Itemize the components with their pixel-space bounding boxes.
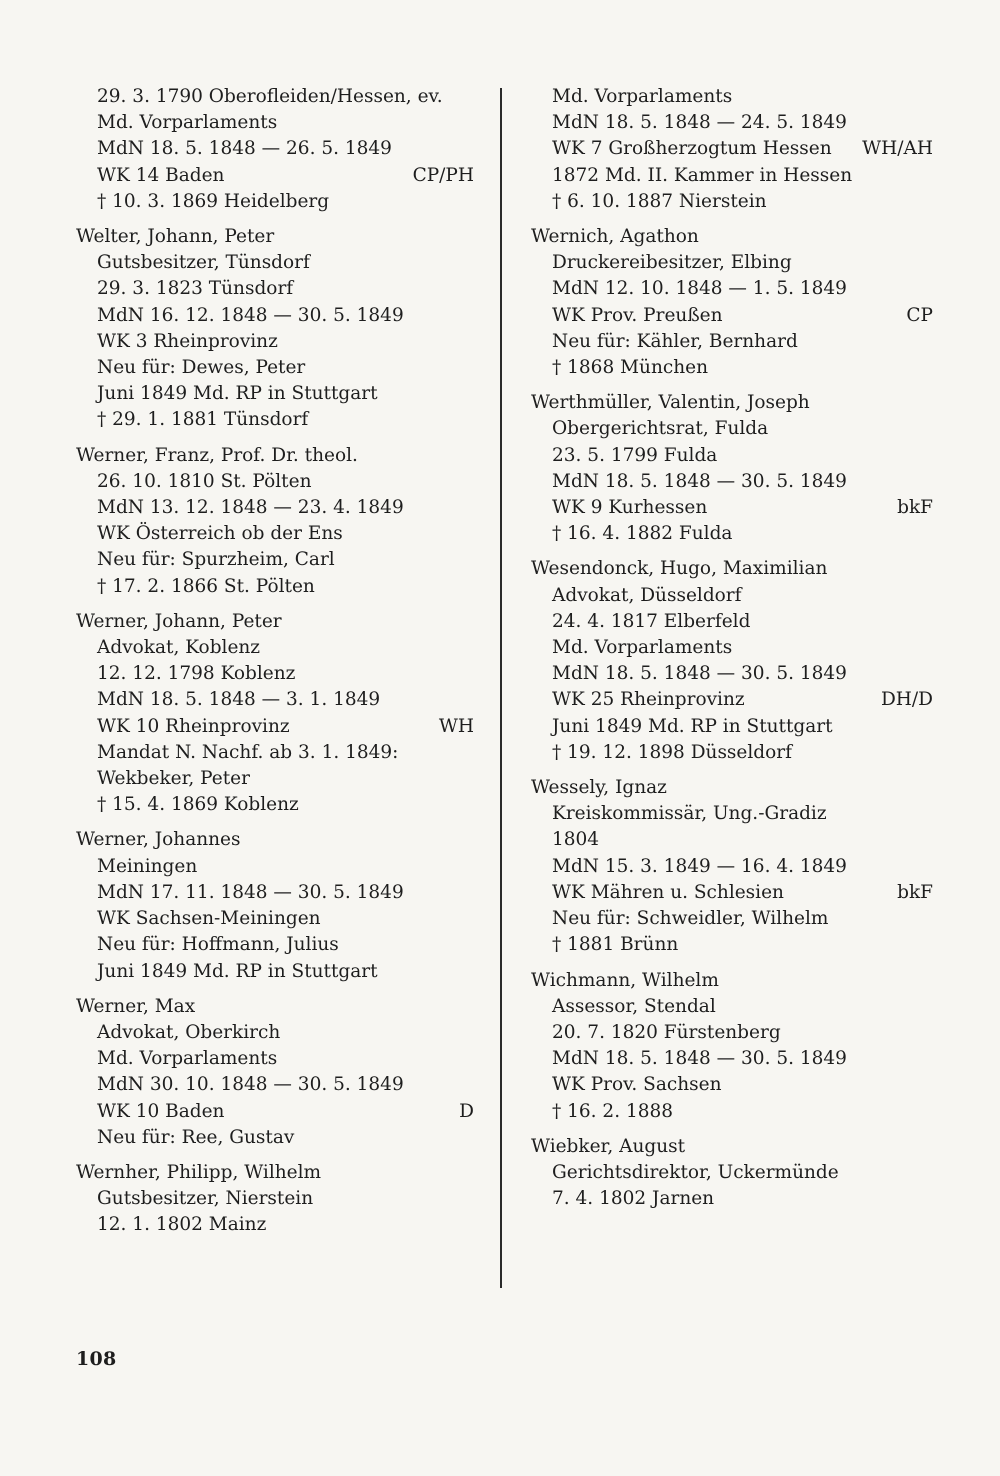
entry-text: Gutsbesitzer, Tünsdorf bbox=[97, 252, 310, 274]
entry-text: † 17. 2. 1866 St. Pölten bbox=[97, 575, 315, 597]
entry-text: † 10. 3. 1869 Heidelberg bbox=[97, 190, 330, 212]
entry-text: MdN 18. 5. 1848 — 26. 5. 1849 bbox=[97, 138, 392, 160]
entry-line bbox=[531, 906, 933, 932]
entry-text: WK 3 Rheinprovinz bbox=[97, 330, 278, 352]
entry-text: MdN 13. 12. 1848 — 23. 4. 1849 bbox=[97, 497, 404, 519]
entry-text: WK Mähren u. Schlesien bbox=[552, 881, 784, 903]
entry-line bbox=[531, 994, 933, 1020]
entry-text: Md. Vorparlaments bbox=[97, 112, 278, 134]
biographical-entry bbox=[76, 443, 474, 600]
entry-text: WK 10 Rheinprovinz bbox=[97, 715, 290, 737]
entry-line bbox=[76, 574, 474, 600]
biographical-entry bbox=[76, 994, 474, 1151]
party-affiliation: DH/D bbox=[880, 689, 933, 711]
entry-line bbox=[76, 959, 474, 985]
entry-line bbox=[531, 276, 933, 302]
entry-text: Wichmann, Wilhelm bbox=[531, 969, 719, 991]
entry-line bbox=[531, 303, 933, 329]
entry-line bbox=[531, 355, 933, 381]
party-affiliation: WH bbox=[438, 715, 474, 737]
entry-text: Wesendonck, Hugo, Maximilian bbox=[531, 558, 828, 580]
entry-line bbox=[76, 547, 474, 573]
entry-text: Wernich, Agathon bbox=[531, 226, 699, 248]
entry-line bbox=[531, 495, 933, 521]
entry-line bbox=[531, 740, 933, 766]
entry-line bbox=[76, 932, 474, 958]
entry-text: 20. 7. 1820 Fürstenberg bbox=[552, 1021, 781, 1043]
entry-text: 1804 bbox=[552, 829, 600, 851]
entry-text: WK 14 Baden bbox=[97, 164, 225, 186]
entry-line bbox=[531, 661, 933, 687]
entry-continuation bbox=[531, 84, 933, 215]
entry-text: Wernher, Philipp, Wilhelm bbox=[76, 1161, 322, 1183]
entry-text: 23. 5. 1799 Fulda bbox=[552, 444, 718, 466]
entry-line bbox=[531, 1186, 933, 1212]
entry-line bbox=[531, 932, 933, 958]
entry-text: Welter, Johann, Peter bbox=[76, 226, 275, 248]
entry-line bbox=[531, 687, 933, 713]
entry-name bbox=[76, 609, 474, 635]
entry-line bbox=[531, 583, 933, 609]
entry-line bbox=[531, 469, 933, 495]
entry-text: † 16. 4. 1882 Fulda bbox=[552, 523, 733, 545]
entry-text: Meiningen bbox=[97, 855, 198, 877]
entry-line bbox=[76, 766, 474, 792]
entry-line bbox=[531, 609, 933, 635]
entry-line bbox=[531, 635, 933, 661]
entry-text: MdN 17. 11. 1848 — 30. 5. 1849 bbox=[97, 881, 404, 903]
entry-line bbox=[531, 1072, 933, 1098]
entry-text: Mandat N. Nachf. ab 3. 1. 1849: bbox=[97, 741, 399, 763]
entry-name bbox=[531, 775, 933, 801]
biographical-entry bbox=[531, 390, 933, 547]
entry-text: WK Prov. Sachsen bbox=[552, 1074, 722, 1096]
left-column bbox=[76, 84, 474, 1248]
entry-text: WK Prov. Preußen bbox=[552, 304, 723, 326]
entry-text: Kreiskommissär, Ung.-Gradiz bbox=[552, 803, 827, 825]
entry-line bbox=[76, 381, 474, 407]
entry-text: Neu für: Kähler, Bernhard bbox=[552, 330, 798, 352]
entry-line bbox=[76, 661, 474, 687]
biographical-entry bbox=[531, 968, 933, 1125]
entry-line bbox=[531, 136, 933, 162]
entry-text: Wekbeker, Peter bbox=[97, 768, 250, 790]
party-affiliation: CP bbox=[906, 304, 933, 326]
entry-name bbox=[76, 827, 474, 853]
entry-line bbox=[76, 792, 474, 818]
entry-line bbox=[76, 854, 474, 880]
entry-line bbox=[531, 250, 933, 276]
entry-text: WK 25 Rheinprovinz bbox=[552, 689, 745, 711]
biographical-entry bbox=[76, 827, 474, 984]
entry-line bbox=[531, 1160, 933, 1186]
entry-line bbox=[531, 416, 933, 442]
entry-line bbox=[531, 801, 933, 827]
entry-text: Wiebker, August bbox=[531, 1135, 686, 1157]
entry-line bbox=[531, 714, 933, 740]
entry-text: 29. 3. 1823 Tünsdorf bbox=[97, 278, 294, 300]
entry-line bbox=[76, 163, 474, 189]
entry-line bbox=[76, 469, 474, 495]
entry-text: † 1881 Brünn bbox=[552, 934, 679, 956]
entry-line bbox=[76, 714, 474, 740]
right-column bbox=[531, 84, 933, 1221]
entry-line bbox=[76, 1072, 474, 1098]
entry-text: Neu für: Spurzheim, Carl bbox=[97, 549, 335, 571]
entry-line bbox=[76, 303, 474, 329]
entry-text: 12. 12. 1798 Koblenz bbox=[97, 663, 296, 685]
entry-text: † 16. 2. 1888 bbox=[552, 1100, 674, 1122]
entry-text: Wessely, Ignaz bbox=[531, 777, 667, 799]
entry-text: MdN 18. 5. 1848 — 30. 5. 1849 bbox=[552, 663, 847, 685]
entry-text: 1872 Md. II. Kammer in Hessen bbox=[552, 164, 853, 186]
entry-name bbox=[76, 1160, 474, 1186]
entry-text: WK 10 Baden bbox=[97, 1100, 225, 1122]
entry-text: MdN 12. 10. 1848 — 1. 5. 1849 bbox=[552, 278, 847, 300]
biographical-entry bbox=[76, 224, 474, 434]
party-affiliation: WH/AH bbox=[862, 138, 933, 160]
entry-line bbox=[531, 854, 933, 880]
entry-text: Advokat, Oberkirch bbox=[97, 1021, 281, 1043]
entry-line bbox=[531, 827, 933, 853]
entry-text: WK Sachsen-Meiningen bbox=[97, 908, 321, 930]
entry-line bbox=[531, 443, 933, 469]
entry-name bbox=[76, 443, 474, 469]
entry-line bbox=[531, 1020, 933, 1046]
entry-line bbox=[76, 521, 474, 547]
entry-text: MdN 18. 5. 1848 — 24. 5. 1849 bbox=[552, 112, 847, 134]
entry-text: Juni 1849 Md. RP in Stuttgart bbox=[552, 715, 833, 737]
party-affiliation: bkF bbox=[897, 497, 933, 519]
entry-line bbox=[76, 1212, 474, 1238]
entry-name bbox=[76, 224, 474, 250]
entry-text: † 29. 1. 1881 Tünsdorf bbox=[97, 409, 309, 431]
entry-line bbox=[76, 740, 474, 766]
entry-line bbox=[76, 1020, 474, 1046]
party-affiliation: bkF bbox=[897, 881, 933, 903]
entry-line bbox=[531, 880, 933, 906]
biographical-entry bbox=[531, 224, 933, 381]
entry-line bbox=[76, 635, 474, 661]
entry-line bbox=[76, 329, 474, 355]
entry-line bbox=[76, 84, 474, 110]
entry-line bbox=[76, 355, 474, 381]
entry-line bbox=[531, 1046, 933, 1072]
entry-text: Werner, Johann, Peter bbox=[76, 610, 282, 632]
entry-line bbox=[531, 84, 933, 110]
entry-line bbox=[76, 1125, 474, 1151]
entry-text: 29. 3. 1790 Oberofleiden/Hessen, ev. bbox=[97, 86, 443, 107]
entry-text: MdN 18. 5. 1848 — 30. 5. 1849 bbox=[552, 470, 847, 492]
entry-line bbox=[76, 880, 474, 906]
entry-text: WK 7 Großherzogtum Hessen bbox=[552, 138, 832, 160]
entry-line bbox=[531, 163, 933, 189]
entry-name bbox=[531, 390, 933, 416]
entry-text: Werthmüller, Valentin, Joseph bbox=[531, 392, 810, 414]
column-divider bbox=[500, 88, 502, 1288]
entry-text: Neu für: Dewes, Peter bbox=[97, 357, 306, 379]
party-affiliation: D bbox=[459, 1100, 474, 1122]
entry-text: MdN 18. 5. 1848 — 3. 1. 1849 bbox=[97, 689, 381, 711]
entry-name bbox=[76, 994, 474, 1020]
entry-line bbox=[531, 1099, 933, 1125]
entry-text: Neu für: Hoffmann, Julius bbox=[97, 934, 339, 956]
entry-text: Md. Vorparlaments bbox=[552, 637, 733, 659]
entry-text: MdN 18. 5. 1848 — 30. 5. 1849 bbox=[552, 1048, 847, 1070]
entry-name bbox=[531, 1134, 933, 1160]
entry-text: Juni 1849 Md. RP in Stuttgart bbox=[97, 960, 378, 982]
entry-text: Neu für: Schweidler, Wilhelm bbox=[552, 908, 829, 930]
entry-line bbox=[76, 495, 474, 521]
entry-line bbox=[76, 1046, 474, 1072]
entry-line bbox=[531, 189, 933, 215]
entry-line bbox=[76, 276, 474, 302]
biographical-entry bbox=[531, 556, 933, 766]
biographical-entry bbox=[531, 775, 933, 958]
entry-text: 7. 4. 1802 Jarnen bbox=[552, 1188, 715, 1210]
entry-text: Neu für: Ree, Gustav bbox=[97, 1126, 295, 1148]
entry-text: Juni 1849 Md. RP in Stuttgart bbox=[97, 383, 378, 405]
entry-text: MdN 30. 10. 1848 — 30. 5. 1849 bbox=[97, 1074, 404, 1096]
entry-line bbox=[76, 407, 474, 433]
entry-line bbox=[76, 110, 474, 136]
entry-text: WK Österreich ob der Ens bbox=[97, 523, 343, 545]
entry-line bbox=[76, 1186, 474, 1212]
entry-line bbox=[76, 906, 474, 932]
entry-text: † 19. 12. 1898 Düsseldorf bbox=[552, 741, 792, 763]
entry-text: Werner, Max bbox=[76, 995, 196, 1017]
entry-text: MdN 15. 3. 1849 — 16. 4. 1849 bbox=[552, 855, 847, 877]
biographical-entry bbox=[531, 1134, 933, 1213]
party-affiliation: CP/PH bbox=[412, 164, 474, 186]
entry-text: † 6. 10. 1887 Nierstein bbox=[552, 190, 767, 212]
entry-text: 24. 4. 1817 Elberfeld bbox=[552, 610, 751, 632]
entry-text: Advokat, Düsseldorf bbox=[552, 584, 742, 606]
entry-text: † 15. 4. 1869 Koblenz bbox=[97, 794, 299, 816]
entry-text: Md. Vorparlaments bbox=[97, 1048, 278, 1070]
entry-line bbox=[531, 110, 933, 136]
entry-text: MdN 16. 12. 1848 — 30. 5. 1849 bbox=[97, 304, 404, 326]
entry-line bbox=[76, 1099, 474, 1125]
entry-text: Werner, Johannes bbox=[76, 829, 241, 851]
entry-name bbox=[531, 224, 933, 250]
entry-text: Druckereibesitzer, Elbing bbox=[552, 252, 792, 274]
entry-name bbox=[531, 556, 933, 582]
entry-continuation bbox=[76, 84, 474, 215]
entry-text: 26. 10. 1810 St. Pölten bbox=[97, 470, 312, 492]
biographical-entry bbox=[76, 609, 474, 819]
page-number: 108 bbox=[76, 1348, 117, 1370]
entry-line bbox=[531, 521, 933, 547]
biographical-entry bbox=[76, 1160, 474, 1239]
entry-line bbox=[76, 250, 474, 276]
entry-name bbox=[531, 968, 933, 994]
entry-text: Obergerichtsrat, Fulda bbox=[552, 418, 769, 440]
entry-text: WK 9 Kurhessen bbox=[552, 497, 708, 519]
entry-text: † 1868 München bbox=[552, 357, 709, 379]
entry-text: Advokat, Koblenz bbox=[97, 637, 261, 659]
entry-text: Gerichtsdirektor, Uckermünde bbox=[552, 1161, 839, 1183]
entry-line bbox=[76, 687, 474, 713]
entry-text: Md. Vorparlaments bbox=[552, 86, 733, 107]
entry-line bbox=[76, 189, 474, 215]
entry-text: 12. 1. 1802 Mainz bbox=[97, 1214, 267, 1236]
entry-text: Gutsbesitzer, Nierstein bbox=[97, 1188, 314, 1210]
entry-text: Werner, Franz, Prof. Dr. theol. bbox=[76, 444, 358, 466]
entry-line bbox=[531, 329, 933, 355]
entry-text: Assessor, Stendal bbox=[552, 995, 716, 1017]
entry-line bbox=[76, 136, 474, 162]
